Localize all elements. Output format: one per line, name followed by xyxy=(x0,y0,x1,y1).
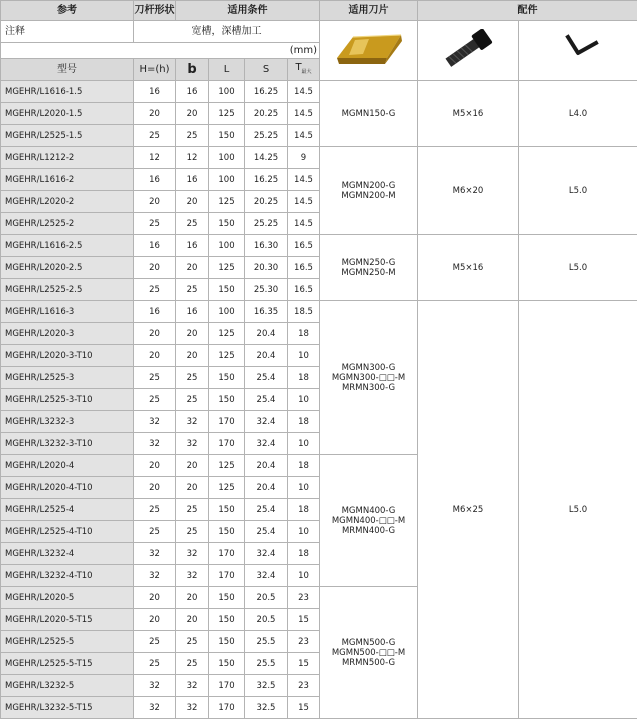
s-cell: 32.5 xyxy=(245,697,288,719)
s-cell: 32.4 xyxy=(245,433,288,455)
s-cell: 14.25 xyxy=(245,147,288,169)
l-cell: 125 xyxy=(209,323,245,345)
t-cell: 18.5 xyxy=(288,301,320,323)
s-cell: 20.4 xyxy=(245,455,288,477)
table-row xyxy=(1,81,637,103)
s-cell: 25.25 xyxy=(245,213,288,235)
b-cell: 20 xyxy=(176,191,209,213)
wrench-cell: L5.0 xyxy=(519,235,637,301)
l-cell: 150 xyxy=(209,631,245,653)
h-cell: 32 xyxy=(134,411,176,433)
s-cell: 25.5 xyxy=(245,631,288,653)
h-cell: 32 xyxy=(134,675,176,697)
t-cell: 14.5 xyxy=(288,81,320,103)
b-cell: 20 xyxy=(176,345,209,367)
wrench-cell: L4.0 xyxy=(519,81,637,147)
l-cell: 150 xyxy=(209,587,245,609)
l-cell: 150 xyxy=(209,213,245,235)
b-cell: 32 xyxy=(176,675,209,697)
s-cell: 16.25 xyxy=(245,169,288,191)
b-cell: 12 xyxy=(176,147,209,169)
model-cell: MGEHR/L2525-1.5 xyxy=(1,125,134,147)
model-cell: MGEHR/L2020-4 xyxy=(1,455,134,477)
blade-model: MRMN400-G xyxy=(320,526,417,536)
b-cell: 25 xyxy=(176,499,209,521)
b-cell: 16 xyxy=(176,235,209,257)
h-cell: 25 xyxy=(134,631,176,653)
t-cell: 18 xyxy=(288,455,320,477)
l-cell: 125 xyxy=(209,477,245,499)
l-cell: 100 xyxy=(209,81,245,103)
model-cell: MGEHR/L2525-5-T15 xyxy=(1,653,134,675)
blade-group-cell xyxy=(320,235,418,301)
s-cell: 25.4 xyxy=(245,499,288,521)
blade-group-cell xyxy=(320,587,418,719)
s-cell: 25.4 xyxy=(245,367,288,389)
model-cell: MGEHR/L3232-4-T10 xyxy=(1,565,134,587)
model-cell: MGEHR/L2020-3-T10 xyxy=(1,345,134,367)
s-cell: 32.5 xyxy=(245,675,288,697)
b-cell: 32 xyxy=(176,565,209,587)
model-cell: MGEHR/L2525-5 xyxy=(1,631,134,653)
insert-image-cell xyxy=(320,21,418,81)
table-row xyxy=(1,301,637,323)
h-cell: 20 xyxy=(134,103,176,125)
h-cell: 25 xyxy=(134,279,176,301)
b-cell: 32 xyxy=(176,433,209,455)
b-cell: 20 xyxy=(176,609,209,631)
wrench-cell: L5.0 xyxy=(519,301,637,719)
note-value: 宽槽，深槽加工 xyxy=(134,21,320,43)
t-cell: 14.5 xyxy=(288,125,320,147)
h-cell: 16 xyxy=(134,301,176,323)
b-cell: 25 xyxy=(176,213,209,235)
unit-label: (mm) xyxy=(288,43,320,59)
h-cell: 25 xyxy=(134,367,176,389)
table-row xyxy=(1,235,637,257)
b-cell: 25 xyxy=(176,367,209,389)
h-cell: 16 xyxy=(134,235,176,257)
col-s: S xyxy=(245,59,288,81)
s-cell: 16.25 xyxy=(245,81,288,103)
model-cell: MGEHR/L1616-3 xyxy=(1,301,134,323)
b-cell: 20 xyxy=(176,323,209,345)
l-cell: 150 xyxy=(209,279,245,301)
t-cell: 18 xyxy=(288,411,320,433)
table-row xyxy=(1,147,637,169)
t-cell: 14.5 xyxy=(288,103,320,125)
h-cell: 25 xyxy=(134,125,176,147)
h-cell: 32 xyxy=(134,433,176,455)
l-cell: 125 xyxy=(209,345,245,367)
note-label: 注释 xyxy=(1,21,134,43)
h-cell: 16 xyxy=(134,169,176,191)
h-cell: 20 xyxy=(134,477,176,499)
l-cell: 125 xyxy=(209,455,245,477)
l-cell: 150 xyxy=(209,499,245,521)
blade-model: MGMN300-□□-M xyxy=(320,373,417,383)
s-cell: 20.4 xyxy=(245,477,288,499)
l-cell: 125 xyxy=(209,191,245,213)
t-cell: 23 xyxy=(288,587,320,609)
b-cell: 32 xyxy=(176,697,209,719)
t-cell: 15 xyxy=(288,697,320,719)
t-cell: 10 xyxy=(288,477,320,499)
h-cell: 25 xyxy=(134,499,176,521)
s-cell: 32.4 xyxy=(245,411,288,433)
s-cell: 20.4 xyxy=(245,323,288,345)
h-cell: 32 xyxy=(134,565,176,587)
b-cell: 16 xyxy=(176,81,209,103)
note-row xyxy=(1,21,637,43)
h-cell: 20 xyxy=(134,345,176,367)
h-cell: 25 xyxy=(134,213,176,235)
blade-model: MRMN500-G xyxy=(320,658,417,668)
model-cell: MGEHR/L1616-2 xyxy=(1,169,134,191)
model-cell: MGEHR/L2525-2.5 xyxy=(1,279,134,301)
blade-model: MGMN200-M xyxy=(320,191,417,201)
model-cell: MGEHR/L2525-2 xyxy=(1,213,134,235)
h-cell: 20 xyxy=(134,609,176,631)
l-cell: 100 xyxy=(209,147,245,169)
blade-model: MGMN400-□□-M xyxy=(320,516,417,526)
col-h: H=(h) xyxy=(134,59,176,81)
t-cell: 10 xyxy=(288,565,320,587)
b-cell: 25 xyxy=(176,389,209,411)
s-cell: 16.35 xyxy=(245,301,288,323)
b-cell: 32 xyxy=(176,411,209,433)
h-cell: 25 xyxy=(134,521,176,543)
b-cell: 25 xyxy=(176,521,209,543)
col-t-sub: 最大 xyxy=(302,69,312,75)
l-cell: 170 xyxy=(209,697,245,719)
b-cell: 32 xyxy=(176,543,209,565)
allen-wrench-icon xyxy=(548,29,608,69)
blade-model: MGMN150-G xyxy=(320,109,417,119)
b-cell: 20 xyxy=(176,477,209,499)
header-ref: 参考 xyxy=(1,1,134,21)
b-cell: 20 xyxy=(176,455,209,477)
t-cell: 18 xyxy=(288,543,320,565)
h-cell: 32 xyxy=(134,697,176,719)
l-cell: 100 xyxy=(209,301,245,323)
blade-model: MGMN250-M xyxy=(320,268,417,278)
s-cell: 20.5 xyxy=(245,587,288,609)
header-row xyxy=(1,1,637,21)
h-cell: 12 xyxy=(134,147,176,169)
s-cell: 25.4 xyxy=(245,389,288,411)
l-cell: 170 xyxy=(209,411,245,433)
h-cell: 25 xyxy=(134,653,176,675)
h-cell: 20 xyxy=(134,257,176,279)
s-cell: 25.25 xyxy=(245,125,288,147)
b-cell: 25 xyxy=(176,631,209,653)
blade-model: MGMN500-G xyxy=(320,638,417,648)
blade-group-cell xyxy=(320,81,418,147)
model-cell: MGEHR/L2525-4-T10 xyxy=(1,521,134,543)
blade-model: MGMN500-□□-M xyxy=(320,648,417,658)
l-cell: 150 xyxy=(209,389,245,411)
s-cell: 32.4 xyxy=(245,565,288,587)
l-cell: 170 xyxy=(209,433,245,455)
screw-cell: M5×16 xyxy=(418,235,519,301)
t-cell: 14.5 xyxy=(288,191,320,213)
model-cell: MGEHR/L2020-2 xyxy=(1,191,134,213)
model-cell: MGEHR/L1616-1.5 xyxy=(1,81,134,103)
blade-group-cell xyxy=(320,301,418,455)
blade-model: MGMN300-G xyxy=(320,363,417,373)
l-cell: 150 xyxy=(209,609,245,631)
t-cell: 14.5 xyxy=(288,169,320,191)
col-t-label: T xyxy=(295,62,301,73)
s-cell: 25.4 xyxy=(245,521,288,543)
s-cell: 20.25 xyxy=(245,191,288,213)
blade-model: MRMN300-G xyxy=(320,383,417,393)
b-cell: 20 xyxy=(176,257,209,279)
b-cell: 20 xyxy=(176,103,209,125)
t-cell: 10 xyxy=(288,433,320,455)
l-cell: 125 xyxy=(209,103,245,125)
s-cell: 20.4 xyxy=(245,345,288,367)
l-cell: 100 xyxy=(209,169,245,191)
t-cell: 9 xyxy=(288,147,320,169)
model-cell: MGEHR/L2525-3 xyxy=(1,367,134,389)
header-conditions: 适用条件 xyxy=(176,1,320,21)
b-cell: 25 xyxy=(176,653,209,675)
model-cell: MGEHR/L3232-3 xyxy=(1,411,134,433)
s-cell: 25.5 xyxy=(245,653,288,675)
l-cell: 150 xyxy=(209,367,245,389)
h-cell: 20 xyxy=(134,587,176,609)
blade-model: MGMN200-G xyxy=(320,181,417,191)
model-cell: MGEHR/L2525-3-T10 xyxy=(1,389,134,411)
model-cell: MGEHR/L2020-5-T15 xyxy=(1,609,134,631)
model-cell: MGEHR/L2020-4-T10 xyxy=(1,477,134,499)
b-cell: 16 xyxy=(176,301,209,323)
screw-cell: M6×25 xyxy=(418,301,519,719)
h-cell: 20 xyxy=(134,191,176,213)
t-cell: 15 xyxy=(288,653,320,675)
t-cell: 15 xyxy=(288,609,320,631)
l-cell: 125 xyxy=(209,257,245,279)
h-cell: 32 xyxy=(134,543,176,565)
s-cell: 20.25 xyxy=(245,103,288,125)
h-cell: 20 xyxy=(134,323,176,345)
t-cell: 10 xyxy=(288,521,320,543)
t-cell: 23 xyxy=(288,675,320,697)
model-cell: MGEHR/L3232-5 xyxy=(1,675,134,697)
model-cell: MGEHR/L2020-3 xyxy=(1,323,134,345)
model-cell: MGEHR/L2020-2.5 xyxy=(1,257,134,279)
model-cell: MGEHR/L1212-2 xyxy=(1,147,134,169)
l-cell: 170 xyxy=(209,543,245,565)
h-cell: 25 xyxy=(134,389,176,411)
t-cell: 16.5 xyxy=(288,235,320,257)
t-cell: 16.5 xyxy=(288,279,320,301)
model-cell: MGEHR/L2020-1.5 xyxy=(1,103,134,125)
model-cell: MGEHR/L3232-3-T10 xyxy=(1,433,134,455)
screw-cell: M6×20 xyxy=(418,147,519,235)
col-model: 型号 xyxy=(1,59,134,81)
s-cell: 32.4 xyxy=(245,543,288,565)
wrench-image-cell xyxy=(519,21,637,81)
model-cell: MGEHR/L3232-5-T15 xyxy=(1,697,134,719)
l-cell: 150 xyxy=(209,521,245,543)
wrench-cell: L5.0 xyxy=(519,147,637,235)
t-cell: 18 xyxy=(288,323,320,345)
t-cell: 10 xyxy=(288,345,320,367)
b-cell: 20 xyxy=(176,587,209,609)
t-cell: 23 xyxy=(288,631,320,653)
header-blade: 适用刀片 xyxy=(320,1,418,21)
t-cell: 14.5 xyxy=(288,213,320,235)
l-cell: 170 xyxy=(209,565,245,587)
l-cell: 100 xyxy=(209,235,245,257)
b-cell: 25 xyxy=(176,125,209,147)
col-t xyxy=(288,59,320,81)
b-cell: 16 xyxy=(176,169,209,191)
screw-cell: M5×16 xyxy=(418,81,519,147)
model-cell: MGEHR/L2525-4 xyxy=(1,499,134,521)
s-cell: 25.30 xyxy=(245,279,288,301)
t-cell: 18 xyxy=(288,499,320,521)
col-b: b xyxy=(176,59,209,81)
blade-group-cell xyxy=(320,147,418,235)
t-cell: 16.5 xyxy=(288,257,320,279)
b-cell: 25 xyxy=(176,279,209,301)
blade-model: MGMN250-G xyxy=(320,258,417,268)
header-shape: 刀杆形状 xyxy=(134,1,176,21)
l-cell: 150 xyxy=(209,125,245,147)
model-cell: MGEHR/L3232-4 xyxy=(1,543,134,565)
h-cell: 20 xyxy=(134,455,176,477)
h-cell: 16 xyxy=(134,81,176,103)
header-accessories: 配件 xyxy=(418,1,637,21)
s-cell: 20.30 xyxy=(245,257,288,279)
blade-model: MGMN400-G xyxy=(320,506,417,516)
l-cell: 150 xyxy=(209,653,245,675)
l-cell: 170 xyxy=(209,675,245,697)
col-l: L xyxy=(209,59,245,81)
screw-image-cell xyxy=(418,21,519,81)
model-cell: MGEHR/L2020-5 xyxy=(1,587,134,609)
hex-screw-icon xyxy=(438,29,498,69)
s-cell: 20.5 xyxy=(245,609,288,631)
blade-group-cell xyxy=(320,455,418,587)
s-cell: 16.30 xyxy=(245,235,288,257)
gold-insert-icon xyxy=(329,28,409,70)
t-cell: 18 xyxy=(288,367,320,389)
t-cell: 10 xyxy=(288,389,320,411)
model-cell: MGEHR/L1616-2.5 xyxy=(1,235,134,257)
